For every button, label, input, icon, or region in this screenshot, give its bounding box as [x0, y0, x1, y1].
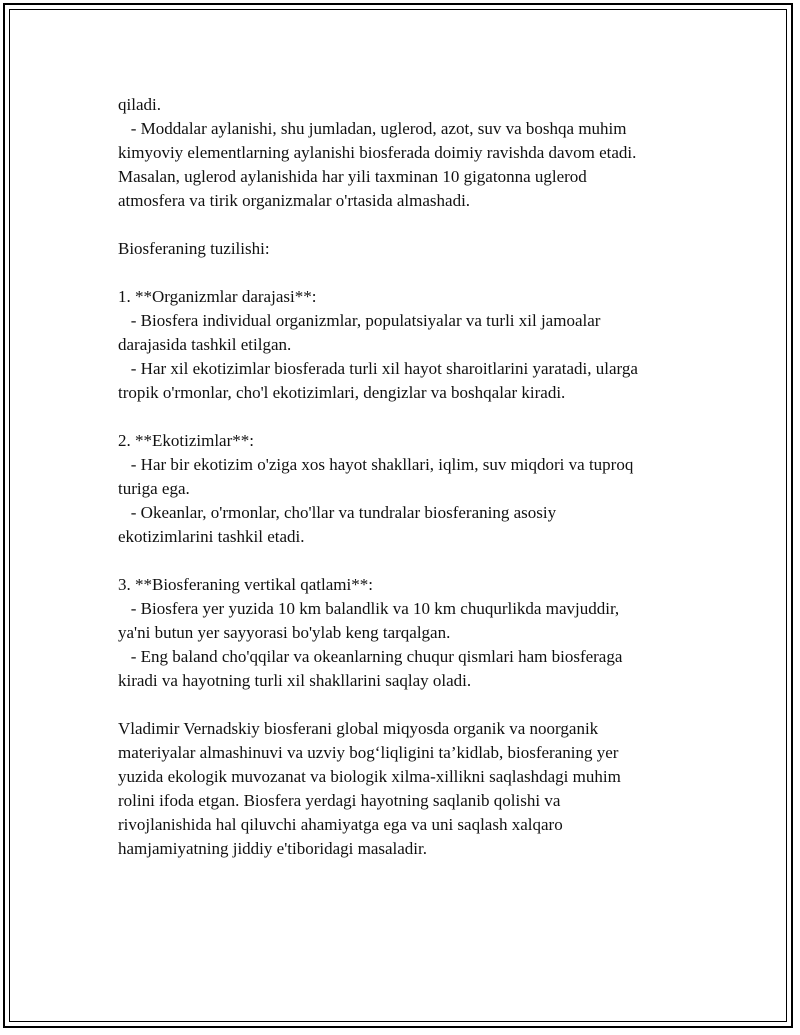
section-heading: Biosferaning tuzilishi:: [118, 239, 270, 258]
section-title: 1. **Organizmlar darajasi**:: [118, 287, 317, 306]
blank-line: [118, 261, 718, 285]
blank-line: [118, 213, 718, 237]
text-line: ekotizimlarini tashkil etadi.: [118, 527, 305, 546]
blank-line: [118, 693, 718, 717]
text-line: - Har bir ekotizim o'ziga xos hayot shakllari, iqlim, suv miqdori va tuproq: [118, 455, 634, 474]
text-line: kimyoviy elementlarning aylanishi biosferada doimiy ravishda davom etadi.: [118, 143, 637, 162]
section-vertikal-qatlami: [118, 573, 718, 693]
text-line: Vladimir Vernadskiy biosferani global miqyosda organik va noorganik: [118, 719, 599, 738]
text-line: Masalan, uglerod aylanishida har yili taxminan 10 gigatonna uglerod: [118, 167, 587, 186]
text-line: kiradi va hayotning turli xil shakllarini saqlay oladi.: [118, 671, 472, 690]
text-line: turiga ega.: [118, 479, 190, 498]
text-line: - Okeanlar, o'rmonlar, cho'llar va tundralar biosferaning asosiy: [118, 503, 557, 522]
text-line: rolini ifoda etgan. Biosfera yerdagi hayotning saqlanib qolishi va: [118, 791, 561, 810]
text-line: qiladi.: [118, 95, 161, 114]
intro-paragraph: [118, 93, 718, 213]
section-organizmlar-darajasi: [118, 285, 718, 405]
text-line: - Biosfera individual organizmlar, populatsiyalar va turli xil jamoalar: [118, 311, 601, 330]
text-line: ya'ni butun yer sayyorasi bo'ylab keng tarqalgan.: [118, 623, 451, 642]
text-line: yuzida ekologik muvozanat va biologik xilma-xillikni saqlashdagi muhim: [118, 767, 621, 786]
text-line: - Eng baland cho'qqilar va okeanlarning chuqur qismlari ham biosferaga: [118, 647, 623, 666]
text-line: rivojlanishida hal qiluvchi ahamiyatga ega va uni saqlash xalqaro: [118, 815, 563, 834]
text-line: - Moddalar aylanishi, shu jumladan, uglerod, azot, suv va boshqa muhim: [118, 119, 627, 138]
text-line: tropik o'rmonlar, cho'l ekotizimlari, dengizlar va boshqalar kiradi.: [118, 383, 566, 402]
text-line: darajasida tashkil etilgan.: [118, 335, 292, 354]
text-line: atmosfera va tirik organizmalar o'rtasida almashadi.: [118, 191, 471, 210]
document-body: [118, 93, 718, 861]
section-title: 3. **Biosferaning vertikal qatlami**:: [118, 575, 373, 594]
section-ekotizimlar: [118, 429, 718, 549]
conclusion-paragraph: [118, 717, 718, 861]
text-line: - Har xil ekotizimlar biosferada turli xil hayot sharoitlarini yaratadi, ularga: [118, 359, 638, 378]
blank-line: [118, 549, 718, 573]
blank-line: [118, 405, 718, 429]
text-line: hamjamiyatning jiddiy e'tiboridagi masaladir.: [118, 839, 427, 858]
section-title: 2. **Ekotizimlar**:: [118, 431, 254, 450]
text-line: - Biosfera yer yuzida 10 km balandlik va 10 km chuqurlikda mavjuddir,: [118, 599, 620, 618]
text-line: materiyalar almashinuvi va uzviy bog‘liqligini ta’kidlab, biosferaning yer: [118, 743, 619, 762]
